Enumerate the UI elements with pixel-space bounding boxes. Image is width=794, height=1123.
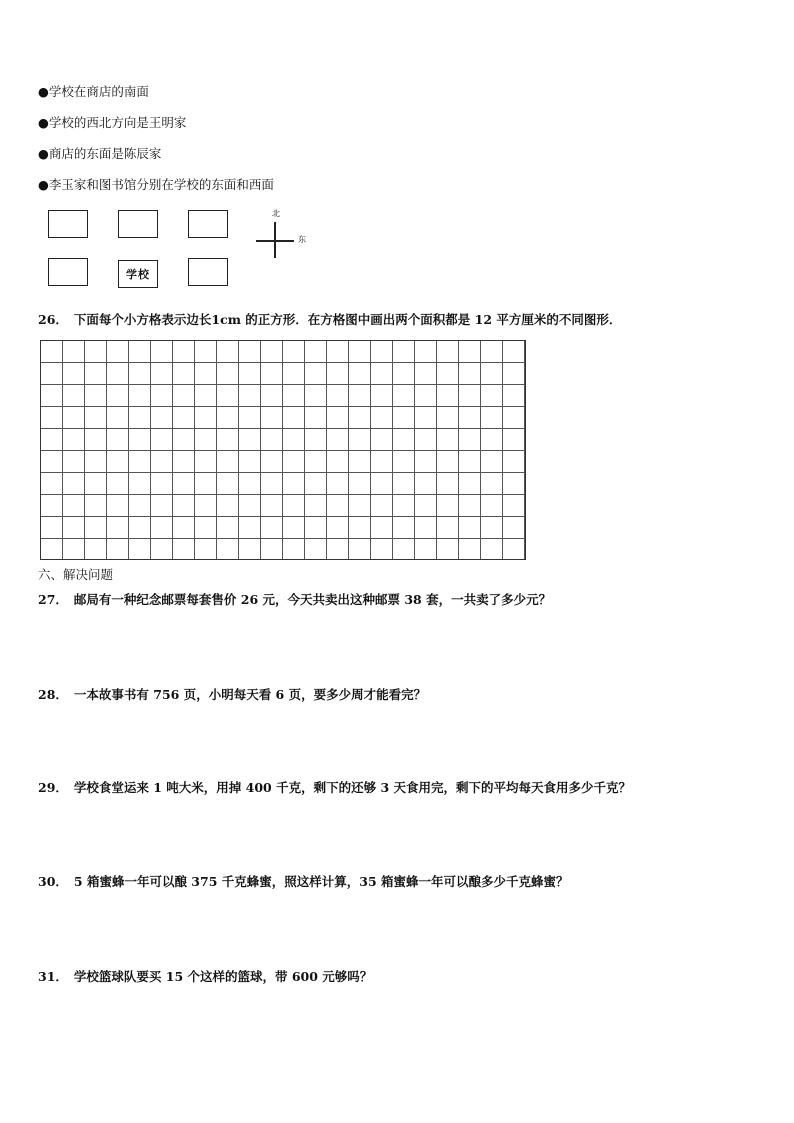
- question-text: 下面每个小方格表示边长1cm 的正方形．在方格图中画出两个面积都是 12 平方厘米的不同图形．: [73, 312, 622, 327]
- compass-horizontal-line: [256, 240, 294, 242]
- question-28: [38, 687, 426, 703]
- compass-icon: [256, 209, 308, 266]
- map-box-bottom-left: [48, 258, 88, 286]
- question-26: [38, 312, 621, 328]
- compass-north-label: 北: [272, 209, 280, 218]
- map-box-school: [118, 260, 158, 288]
- question-27: [38, 592, 551, 608]
- bullet-li-yu-and-library: ●李玉家和图书馆分别在学校的东面和西面: [38, 177, 274, 192]
- question-number: 31．: [38, 969, 68, 984]
- question-number: 29．: [38, 780, 68, 795]
- question-30: [38, 874, 569, 890]
- map-box-bottom-right: [188, 258, 228, 286]
- question-text: 5 箱蜜蜂一年可以酿 375 千克蜂蜜，照这样计算，35 箱蜜蜂一年可以酿多少千克蜂蜜？: [73, 874, 569, 889]
- bullet-school-south-of-shop: ●学校在商店的南面: [38, 84, 149, 99]
- question-text: 学校篮球队要买 15 个这样的篮球，带 600 元够吗？: [73, 969, 373, 984]
- section-title-solve-problems: 六、解决问题: [38, 567, 114, 582]
- question-number: 28．: [38, 687, 68, 702]
- question-text: 一本故事书有 756 页，小明每天看 6 页，要多少周才能看完？: [73, 687, 427, 702]
- map-box-top-middle: [118, 210, 158, 238]
- question-number: 30．: [38, 874, 68, 889]
- question-text: 学校食堂运来 1 吨大米，用掉 400 千克，剩下的还够 3 天食用完，剩下的平均每天食用多少千克？: [73, 780, 632, 795]
- map-school-label: 学校: [126, 268, 150, 281]
- compass-east-label: 东: [298, 235, 306, 244]
- bullet-chen-chen-home: ●商店的东面是陈辰家: [38, 146, 162, 161]
- map-box-top-left: [48, 210, 88, 238]
- square-grid[interactable]: [40, 340, 526, 560]
- question-number: 26．: [38, 312, 68, 327]
- question-31: [38, 969, 372, 985]
- question-29: [38, 780, 631, 796]
- map-box-top-right: [188, 210, 228, 238]
- question-text: 邮局有一种纪念邮票每套售价 26 元，今天共卖出这种邮票 38 套，一共卖了多少元？: [73, 592, 552, 607]
- bullet-wang-ming-home: ●学校的西北方向是王明家: [38, 115, 187, 130]
- question-number: 27．: [38, 592, 68, 607]
